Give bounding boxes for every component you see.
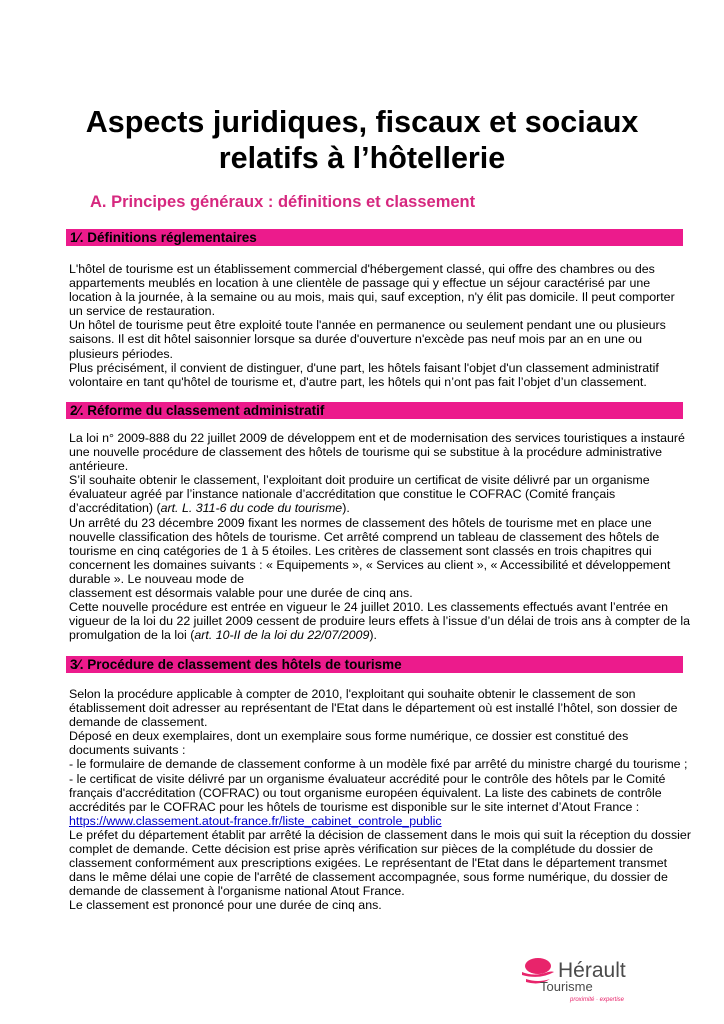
section-3-paragraph (69, 814, 691, 828)
section-1-body (69, 262, 691, 389)
section-2-body (69, 431, 691, 642)
document-title (40, 104, 684, 176)
logo-sub: Tourisme (540, 979, 593, 994)
section-1-paragraph: Plus précisément, il convient de distinguer, d'une part, les hôtels faisant l'objet d'un classement administratif volontaire en tant qu'hôtel de tourisme et, d'autre part, les hôtels qui n’ont pas fait l’objet d’un classement. (69, 360, 659, 389)
section-3-paragraph: Le préfet du département établit par arrêté la décision de classement dans le mois qui suit la réception du dossier complet de demande. Cette décision est prise après vérification sur pièces de la complétude du dossier de classement conformément aux prescriptions exigées. Le représentant de l'Etat dans le département transmet dans le même délai une copie de l'arrêté de classement accompagnée, sous forme numérique, du dossier de demande de classement à l'organisme national Atout France. (69, 827, 691, 899)
section-3-paragraph: - le certificat de visite délivré par un organisme évaluateur accrédité pour le contrôle des hôtels par le Comité français d'accréditation (COFRAC) ou tout organisme européen équivalent. La liste des cabinets de contrôle accrédités par le COFRAC pour les hôtels de tourisme est disponible sur le site internet d’Atout France : (69, 771, 666, 814)
legal-reference: art. 10-II de la loi du 22/07/2009 (194, 628, 370, 643)
logo-name: Hérault (558, 959, 626, 982)
section-3-body (69, 687, 691, 913)
atout-france-link[interactable]: https://www.classement.atout-france.fr/liste_cabinet_controle_public (69, 813, 442, 828)
herault-tourisme-logo (520, 955, 640, 1010)
section-2-paragraph: classement est désormais valable pour une durée de cinq ans. (69, 586, 413, 601)
section-3-paragraph: - le formulaire de demande de classement conforme à un modèle fixé par arrêté du ministre chargé du tourisme ; (69, 757, 688, 772)
section-2-heading-bar (66, 402, 683, 419)
section-2-paragraph (69, 600, 691, 642)
section-2-text: ). (342, 501, 350, 516)
section-1-heading: 1⁄. Définitions réglementaires (70, 230, 257, 245)
title-line-1: Aspects juridiques, fiscaux et sociaux (85, 105, 639, 139)
section-3-heading: 3⁄. Procédure de classement des hôtels de tourisme (70, 657, 402, 672)
legal-reference: art. L. 311-6 du code du tourisme (160, 501, 343, 516)
title-line-2: relatifs à l’hôtellerie (218, 141, 506, 175)
section-2-paragraph (69, 473, 691, 515)
section-2-text: ). (369, 628, 377, 643)
section-1-paragraph: Un hôtel de tourisme peut être exploité toute l'année en permanence ou seulement pendant une ou plusieurs saisons. Il est dit hôtel saisonnier lorsque sa durée d'ouverture n'excède pas neuf mois par an en une ou plusieurs périodes. (69, 318, 666, 361)
section-3-paragraph: Le classement est prononcé pour une durée de cinq ans. (69, 898, 382, 913)
section-3-paragraph: Selon la procédure applicable à compter de 2010, l'exploitant qui souhaite obtenir le classement de son établissement doit adresser au représentant de l'Etat dans le département où est installé l’hôtel, son dossier de demande de classement. (69, 687, 678, 730)
section-2-paragraph: La loi n° 2009-888 du 22 juillet 2009 de développem ent et de modernisation des services touristiques a instauré une nouvelle procédure de classement des hôtels de tourisme qui se substitue à la procédure administrative antérieure. (69, 431, 685, 474)
section-2-paragraph: Un arrêté du 23 décembre 2009 fixant les normes de classement des hôtels de tourisme met en place une nouvelle classification des hôtels de tourisme. Cet arrêté comprend un tableau de classement des hôtels de tourisme en cinq catégories de 1 à 5 étoiles. Les critères de classement sont classés en trois chapitres qui concernent les domaines suivants : « Equipements », « Services au client », « Accessibilité et développement durable ». Le nouveau mode de (69, 515, 671, 586)
section-2-heading: 2⁄. Réforme du classement administratif (70, 403, 325, 418)
section-2-text: S’il souhaite obtenir le classement, l’exploitant doit produire un certificat de visite délivré par un organisme évaluateur agréé par l’instance nationale d’accréditation que constitue le COFRAC (Comité français d’accréditation) ( (69, 473, 650, 516)
logo-tagline: proximité · expertise (570, 997, 625, 1003)
section-3-heading-bar (66, 656, 683, 673)
section-subtitle: A. Principes généraux : définitions et classement (90, 193, 476, 211)
section-3-paragraph: Déposé en deux exemplaires, dont un exemplaire sous forme numérique, ce dossier est constitué des documents suivants : (69, 729, 629, 758)
section-1-heading-bar (66, 229, 683, 246)
section-2-text: Cette nouvelle procédure est entrée en vigueur le 24 juillet 2010. Les classements effectués avant l’entrée en vigueur de la loi du 22 juillet 2009 cessent de produire leurs effets à l’issue d’un délai de trois ans à compter de la promulgation de la loi ( (69, 600, 691, 643)
section-1-paragraph: L'hôtel de tourisme est un établissement commercial d'hébergement classé, qui offre des chambres ou des appartements meublés en location à une clientèle de passage qui y effectue un séjour caractérisé par une location à la journée, à la semaine ou au mois, mais qui, sauf exception, n'y élit pas domicile. Il peut comporter un service de restauration. (69, 262, 675, 319)
